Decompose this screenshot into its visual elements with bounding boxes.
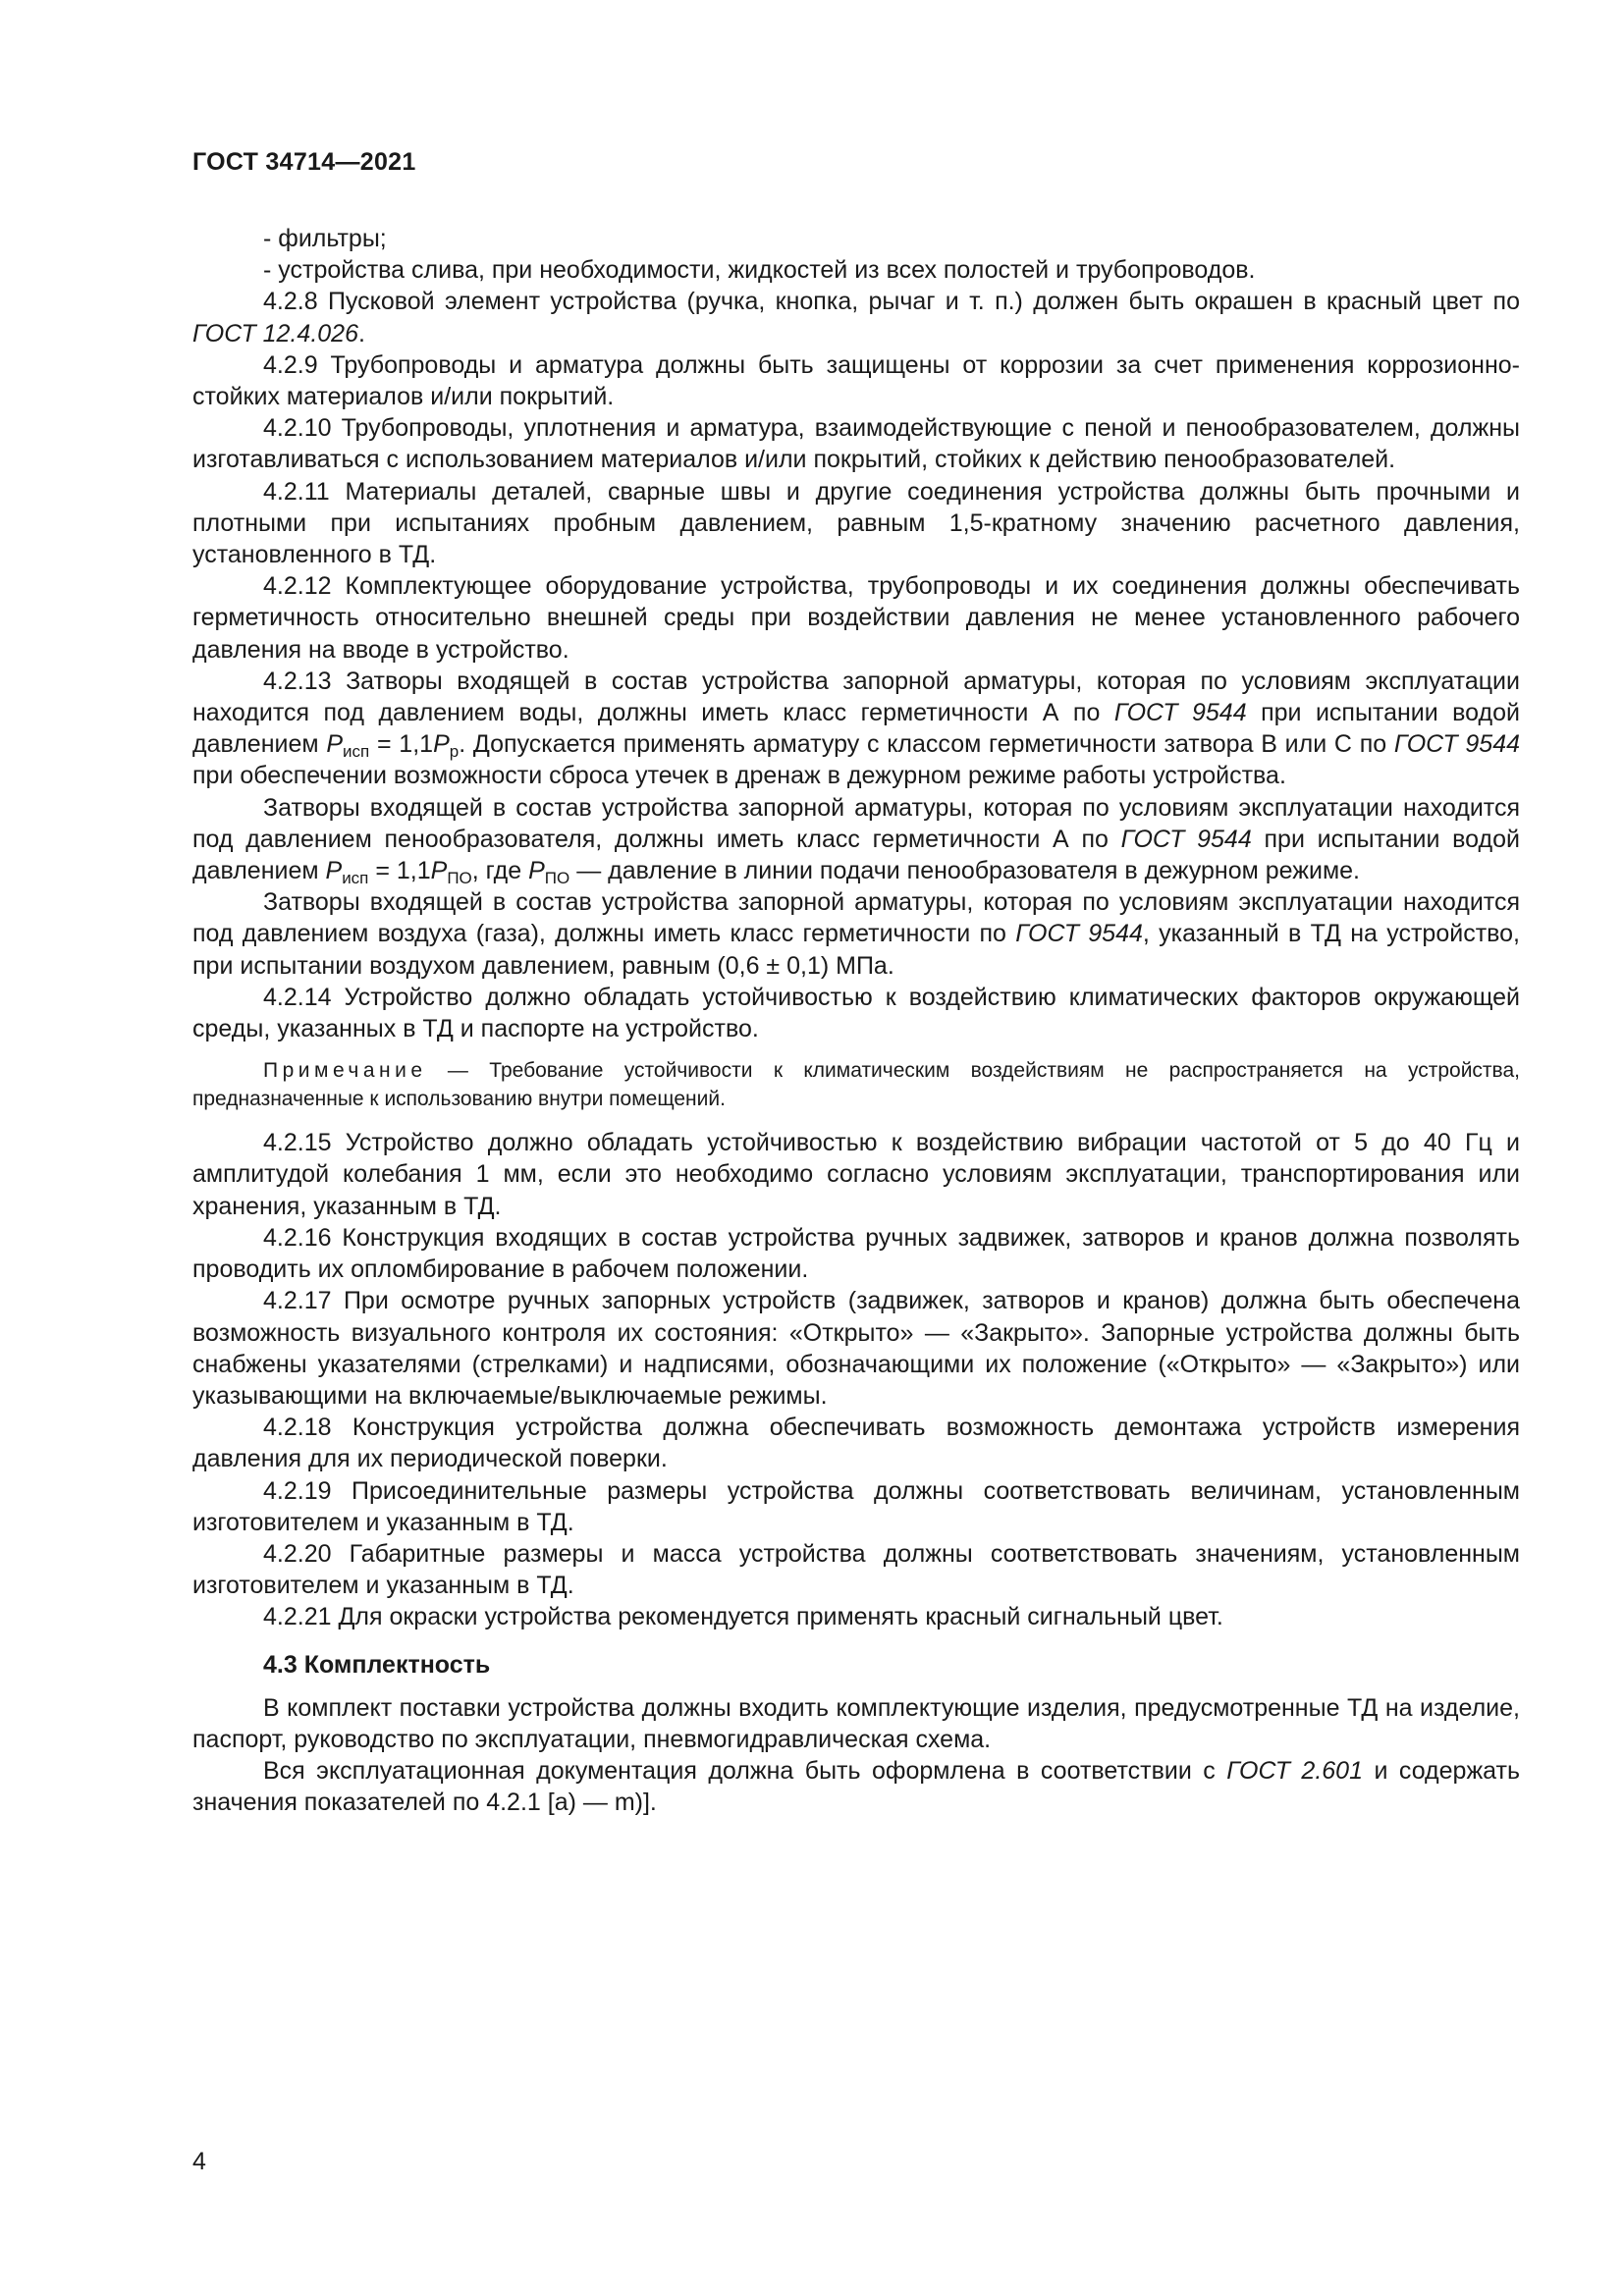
standard-reference: ГОСТ 9544: [1015, 920, 1143, 948]
paragraph-4-2-17: 4.2.17 При осмотре ручных запорных устройств (задвижек, затворов и кранов) должна быть обеспечена возможность визуального контроля их состояния: «Открыто» — «Закрыто». Запорные устройства должны быть снабжены указателями (стрелками) и надписями, обозначающими их положение («Открыто» — «Закрыто») или указывающими на включаемые/выключаемые режимы.: [192, 1287, 1520, 1410]
paragraph-4-2-18: 4.2.18 Конструкция устройства должна обеспечивать возможность демонтажа устройств измерения давления для их периодической поверки.: [192, 1414, 1520, 1473]
standard-reference: ГОСТ 9544: [1113, 699, 1247, 727]
paragraph-air-valves: Затворы входящей в состав устройства запорной арматуры, которая по условиям эксплуатации находится под давлением воздуха (газа), должны иметь класс герметичности по ГОСТ 9544, указанный в ТД на устройство, при испытании воздухом давлением, равным (0,6 ± 0,1) МПа.: [192, 888, 1521, 980]
paragraph-4-2-13: 4.2.13 Затворы входящей в состав устройства запорной арматуры, которая по условиям эксплуатации находится под давлением воды, должны иметь класс герметичности А по ГОСТ 9544 при испытании водой давлением $P_{исп} = 1,1P_р$. Допускается применять арматуру с классом герметичности затвора В или С по ГОСТ 9544 при обеспечении возможности сброса утечек в дренаж в дежурном режиме работы устройства.: [192, 667, 1520, 790]
paragraph-4-2-20: 4.2.20 Габаритные размеры и масса устройства должны соответствовать значениям, установленным изготовителем и указанным в ТД.: [192, 1539, 1520, 1600]
paragraph-4-2-15: 4.2.15 Устройство должно обладать устойчивостью к воздействию вибрации частотой от 5 до 40 Гц и амплитудой колебания 1 мм, если это необходимо согласно условиям эксплуатации, транспортирования или хранения, указанным в ТД.: [192, 1129, 1520, 1220]
paragraph-4-3-documentation: Вся эксплуатационная документация должна быть оформлена в соответствии с ГОСТ 2.601 и содержать значения показателей по 4.2.1 [а) — m)].: [192, 1756, 1520, 1817]
paragraph-4-2-16: 4.2.16 Конструкция входящих в состав устройства ручных задвижек, затворов и кранов должна позволять проводить их опломбирование в рабочем положении.: [192, 1223, 1520, 1284]
list-item-filters: - фильтры;: [263, 225, 387, 252]
paragraph-4-2-10: 4.2.10 Трубопроводы, уплотнения и арматура, взаимодействующие с пеной и пенообразователем, должны изготавливаться с использованием материалов и/или покрытий, стойких к действию пенообразователей.: [192, 414, 1520, 474]
note-label: Примечание: [263, 1059, 427, 1083]
section-heading-4-3: 4.3 Комплектность: [263, 1650, 491, 1679]
paragraph-4-2-21: 4.2.21 Для окраски устройства рекомендуется применять красный сигнальный цвет.: [263, 1603, 1223, 1631]
page-number: 4: [192, 2148, 206, 2175]
list-item-drain: - устройства слива, при необходимости, жидкостей из всех полостей и трубопроводов.: [263, 256, 1256, 285]
standard-reference: ГОСТ 9544: [1120, 825, 1252, 853]
standard-reference: ГОСТ 2.601: [1226, 1756, 1363, 1785]
paragraph-4-2-8: 4.2.8 Пусковой элемент устройства (ручка, кнопка, рычаг и т. п.) должен быть окрашен в красный цвет по ГОСТ 12.4.026.: [192, 288, 1520, 347]
paragraph-4-2-19: 4.2.19 Присоединительные размеры устройства должны соответствовать величинам, установленным изготовителем и указанным в ТД.: [192, 1476, 1520, 1536]
document-body: [192, 223, 1520, 1818]
paragraph-4-2-11: 4.2.11 Материалы деталей, сварные швы и другие соединения устройства должны быть прочными и плотными при испытаниях пробным давлением, равным 1,5-кратному значению расчетного давления, установленного в ТД.: [192, 477, 1520, 569]
paragraph-4-2-9: 4.2.9 Трубопроводы и арматура должны быть защищены от коррозии за счет применения коррозионно-стойких материалов и/или покрытий.: [192, 350, 1520, 411]
paragraph-4-3-delivery: В комплект поставки устройства должны входить комплектующие изделия, предусмотренные ТД на изделие, паспорт, руководство по эксплуатации, пневмогидравлическая схема.: [192, 1693, 1520, 1753]
paragraph-foam-valves: Затворы входящей в состав устройства запорной арматуры, которая по условиям эксплуатации находится под давлением пенообразователя, должны иметь класс герметичности А по ГОСТ 9544 при испытании водой давлением $P_{исп} = 1,1P_{ПО}$, где $P_{ПО}$ — давление в линии подачи пенообразователя в дежурном режиме.: [192, 793, 1520, 888]
paragraph-4-2-14: 4.2.14 Устройство должно обладать устойчивостью к воздействию климатических факторов окружающей среды, указанных в ТД и паспорте на устройство.: [192, 983, 1520, 1043]
document-header: ГОСТ 34714—2021: [192, 148, 416, 176]
note: Примечание — Требование устойчивости к климатическим воздействиям не распространяется на устройства, предназначенные к использованию внутри помещений.: [192, 1059, 1520, 1111]
standard-reference: ГОСТ 9544: [1393, 730, 1520, 759]
standard-reference: ГОСТ 12.4.026: [192, 319, 358, 347]
paragraph-4-2-12: 4.2.12 Комплектующее оборудование устройства, трубопроводы и их соединения должны обеспечивать герметичность относительно внешней среды при воздействии давления не менее установленного рабочего давления на вводе в устройство.: [192, 572, 1520, 664]
